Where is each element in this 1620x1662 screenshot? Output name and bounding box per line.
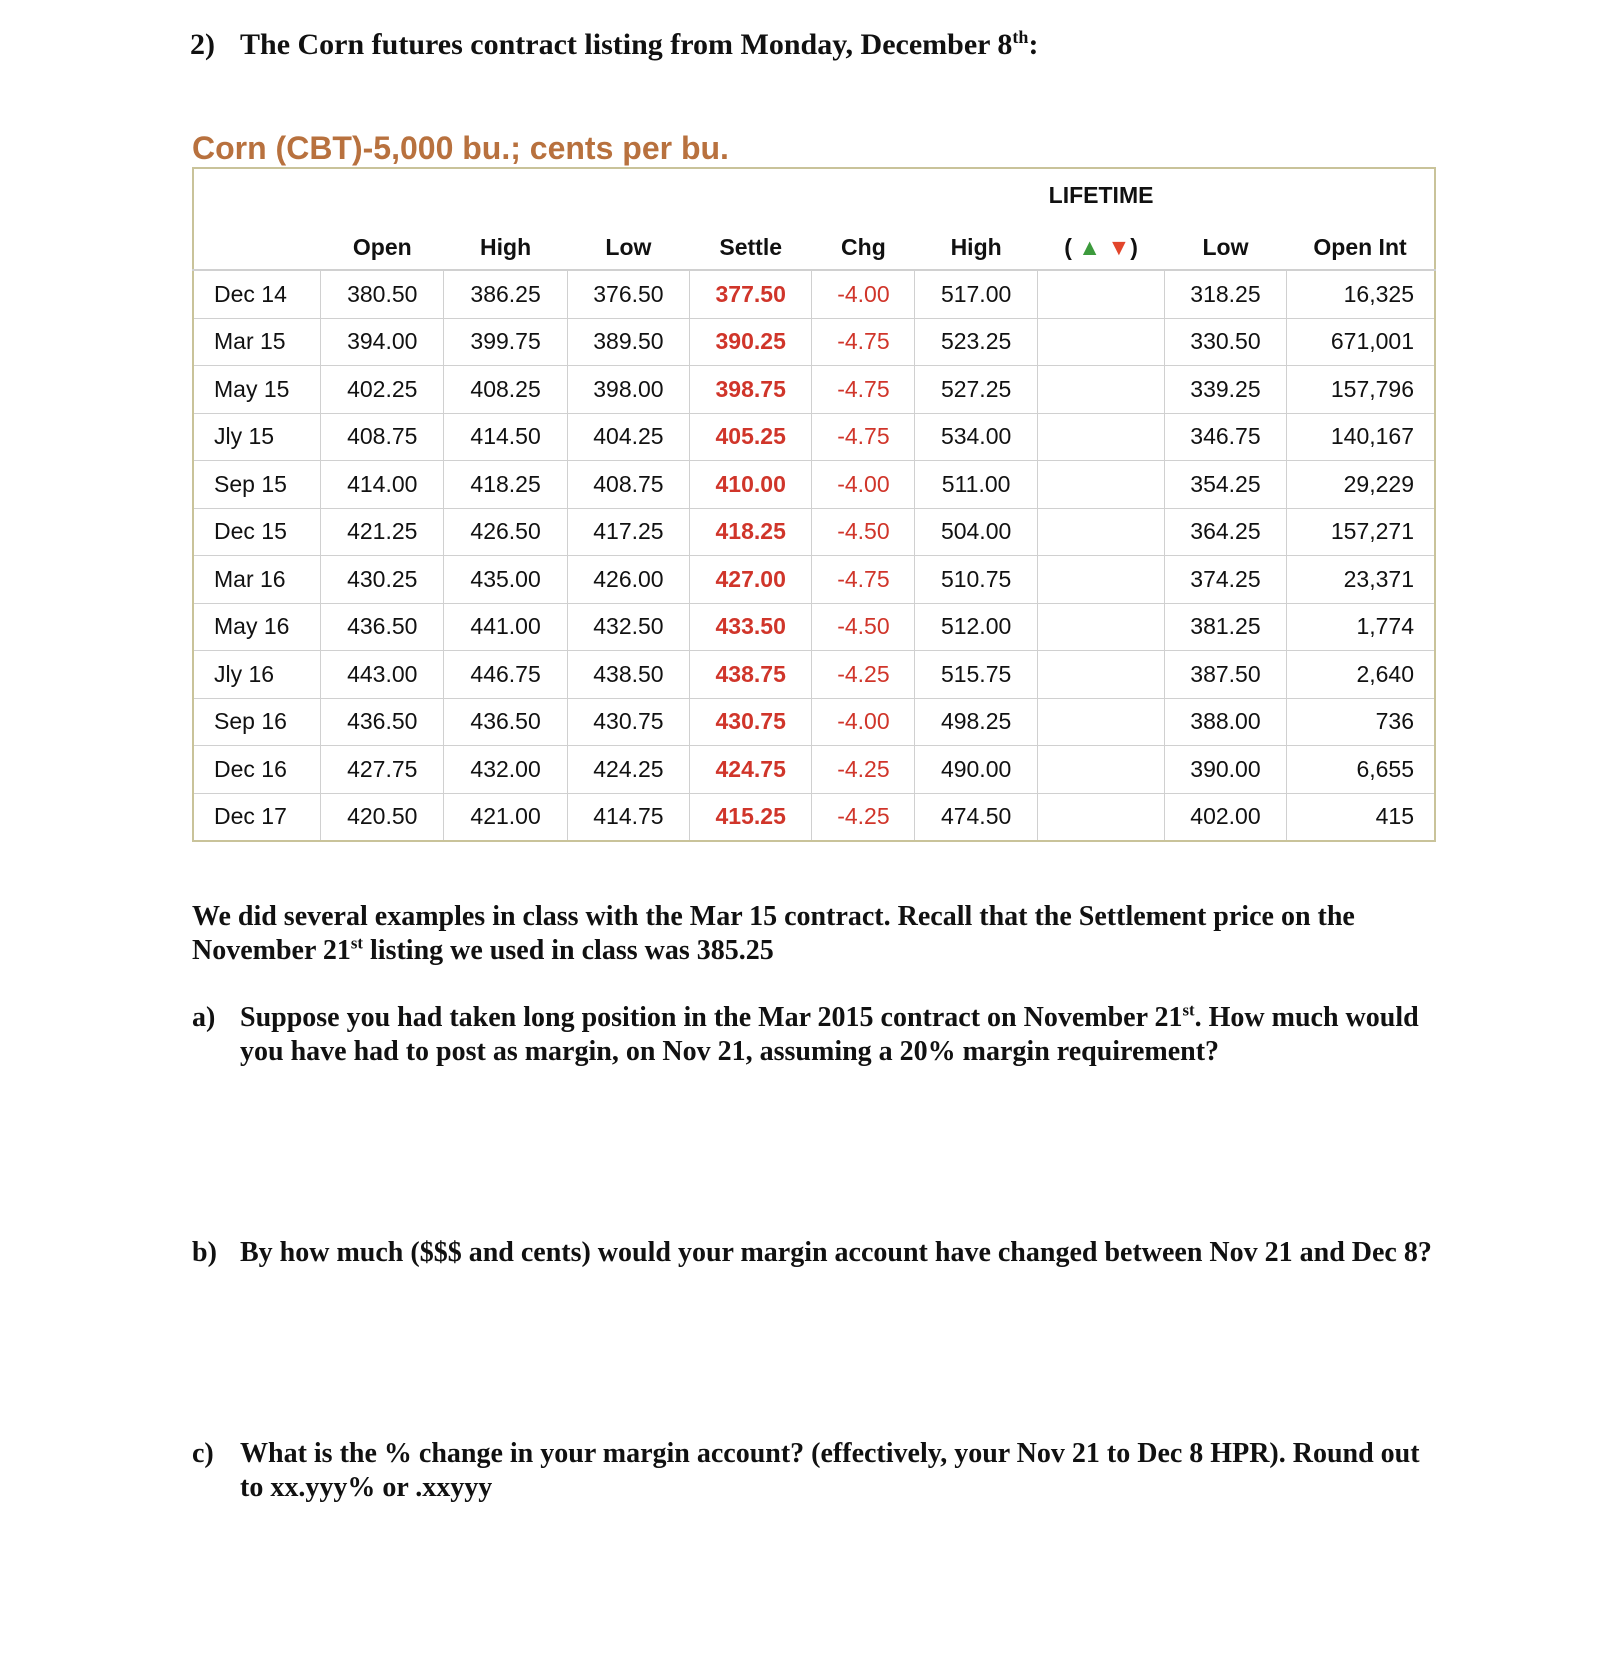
cell-lifetime-high: 515.75 [915,651,1037,699]
cell-chg: -4.75 [812,366,915,414]
col-header-open-int: Open Int [1286,213,1435,270]
cell-lifetime-high: 510.75 [915,556,1037,604]
cell-open: 408.75 [321,413,444,461]
cell-lifetime-low: 381.25 [1165,603,1286,651]
cell-open: 380.50 [321,270,444,318]
cell-settle: 410.00 [690,461,812,509]
cell-month: Dec 14 [193,270,321,318]
cell-open-int: 23,371 [1286,556,1435,604]
cell-arrow [1037,508,1165,556]
question-a [192,1001,1442,1069]
col-header-low: Low [567,213,689,270]
cell-month: May 15 [193,366,321,414]
table-row [193,461,1435,509]
cell-open-int: 1,774 [1286,603,1435,651]
cell-low: 432.50 [567,603,689,651]
cell-chg: -4.25 [812,793,915,841]
arrows-close-paren: ) [1130,234,1138,260]
cell-chg: -4.75 [812,318,915,366]
cell-open-int: 415 [1286,793,1435,841]
cell-arrow [1037,461,1165,509]
cell-month: Sep 16 [193,698,321,746]
intro-paragraph [192,900,1432,968]
cell-lifetime-low: 354.25 [1165,461,1286,509]
cell-lifetime-high: 490.00 [915,746,1037,794]
col-header-open: Open [321,213,444,270]
cell-month: Jly 16 [193,651,321,699]
cell-lifetime-low: 346.75 [1165,413,1286,461]
intro-superscript: st [350,933,364,953]
cell-lifetime-low: 388.00 [1165,698,1286,746]
heading-suffix: : [1028,28,1039,61]
cell-lifetime-high: 534.00 [915,413,1037,461]
cell-open: 430.25 [321,556,444,604]
cell-settle: 398.75 [690,366,812,414]
triangle-up-icon: ▲ [1078,234,1102,260]
cell-low: 404.25 [567,413,689,461]
cell-low: 408.75 [567,461,689,509]
question-b-label: b) [192,1237,217,1268]
cell-month: Sep 15 [193,461,321,509]
cell-chg: -4.25 [812,746,915,794]
cell-settle: 390.25 [690,318,812,366]
cell-lifetime-low: 387.50 [1165,651,1286,699]
cell-low: 424.25 [567,746,689,794]
cell-lifetime-high: 523.25 [915,318,1037,366]
table-row [193,413,1435,461]
table-row [193,508,1435,556]
question-a-text-part1: Suppose you had taken long position in the Mar 2015 contract on November 21 [240,1002,1183,1033]
cell-lifetime-low: 390.00 [1165,746,1286,794]
cell-month: Mar 16 [193,556,321,604]
col-header-lifetime-high: High [915,213,1037,270]
col-header-lifetime-low: Low [1165,213,1286,270]
cell-settle: 424.75 [690,746,812,794]
question-c-label: c) [192,1438,214,1469]
cell-arrow [1037,270,1165,318]
cell-low: 426.00 [567,556,689,604]
table-row [193,603,1435,651]
cell-low: 417.25 [567,508,689,556]
cell-open-int: 736 [1286,698,1435,746]
cell-chg: -4.75 [812,556,915,604]
cell-low: 414.75 [567,793,689,841]
column-header-row [193,213,1435,270]
question-heading [190,28,1038,62]
cell-high: 441.00 [444,603,567,651]
cell-arrow [1037,793,1165,841]
table-row [193,698,1435,746]
cell-lifetime-low: 318.25 [1165,270,1286,318]
table-row [193,318,1435,366]
col-header-high: High [444,213,567,270]
cell-lifetime-low: 330.50 [1165,318,1286,366]
cell-arrow [1037,366,1165,414]
cell-month: Jly 15 [193,413,321,461]
cell-open-int: 157,796 [1286,366,1435,414]
cell-month: Mar 15 [193,318,321,366]
cell-high: 435.00 [444,556,567,604]
question-b-text: By how much ($$$ and cents) would your margin account have changed between Nov 21 and Dec 8? [240,1237,1432,1268]
cell-low: 438.50 [567,651,689,699]
cell-open: 421.25 [321,508,444,556]
cell-open: 427.75 [321,746,444,794]
cell-arrow [1037,698,1165,746]
cell-lifetime-high: 498.25 [915,698,1037,746]
cell-open: 420.50 [321,793,444,841]
cell-open: 443.00 [321,651,444,699]
cell-lifetime-low: 374.25 [1165,556,1286,604]
cell-settle: 430.75 [690,698,812,746]
cell-high: 421.00 [444,793,567,841]
cell-low: 376.50 [567,270,689,318]
cell-month: Dec 17 [193,793,321,841]
cell-arrow [1037,556,1165,604]
cell-settle: 405.25 [690,413,812,461]
table-row [193,366,1435,414]
cell-low: 389.50 [567,318,689,366]
cell-high: 399.75 [444,318,567,366]
cell-chg: -4.50 [812,603,915,651]
intro-text-part2: listing we used in class was 385.25 [363,935,774,966]
intro-text-part1: We did several examples in class with the Mar 15 contract. Recall that the Settlement price on the November 21 [192,901,1355,966]
question-number: 2) [190,28,215,61]
cell-arrow [1037,413,1165,461]
cell-low: 430.75 [567,698,689,746]
cell-arrow [1037,603,1165,651]
table-row [193,793,1435,841]
cell-open-int: 29,229 [1286,461,1435,509]
cell-high: 436.50 [444,698,567,746]
cell-open-int: 6,655 [1286,746,1435,794]
triangle-down-icon: ▼ [1107,234,1131,260]
cell-open-int: 157,271 [1286,508,1435,556]
cell-open: 394.00 [321,318,444,366]
futures-table [192,167,1436,842]
cell-lifetime-high: 474.50 [915,793,1037,841]
cell-chg: -4.75 [812,413,915,461]
cell-high: 414.50 [444,413,567,461]
cell-lifetime-high: 517.00 [915,270,1037,318]
cell-arrow [1037,651,1165,699]
cell-open: 414.00 [321,461,444,509]
col-header-settle: Settle [690,213,812,270]
cell-high: 418.25 [444,461,567,509]
cell-lifetime-high: 527.25 [915,366,1037,414]
cell-lifetime-low: 402.00 [1165,793,1286,841]
cell-high: 386.25 [444,270,567,318]
cell-chg: -4.25 [812,651,915,699]
cell-settle: 438.75 [690,651,812,699]
question-a-text-part2: . How much would you have had to post as margin, on Nov 21, assuming a 20% margin requirement? [240,1002,1419,1067]
cell-lifetime-high: 512.00 [915,603,1037,651]
cell-open-int: 140,167 [1286,413,1435,461]
question-a-label: a) [192,1002,216,1033]
cell-open-int: 16,325 [1286,270,1435,318]
cell-month: May 16 [193,603,321,651]
cell-month: Dec 15 [193,508,321,556]
table-row [193,270,1435,318]
cell-month: Dec 16 [193,746,321,794]
cell-settle: 418.25 [690,508,812,556]
table-title: Corn (CBT)-5,000 bu.; cents per bu. [192,130,729,166]
cell-high: 426.50 [444,508,567,556]
cell-settle: 415.25 [690,793,812,841]
cell-arrow [1037,746,1165,794]
cell-arrow [1037,318,1165,366]
cell-chg: -4.00 [812,698,915,746]
table-row [193,746,1435,794]
question-a-superscript: st [1182,1000,1195,1020]
table-row [193,651,1435,699]
cell-settle: 427.00 [690,556,812,604]
cell-chg: -4.00 [812,270,915,318]
cell-open: 436.50 [321,603,444,651]
col-header-arrows [1037,213,1165,270]
cell-chg: -4.50 [812,508,915,556]
cell-lifetime-high: 504.00 [915,508,1037,556]
col-header-chg: Chg [812,213,915,270]
heading-superscript: th [1012,27,1029,47]
question-heading-text: The Corn futures contract listing from Monday, December 8 [240,28,1013,61]
cell-low: 398.00 [567,366,689,414]
cell-high: 446.75 [444,651,567,699]
arrows-open-paren: ( [1064,234,1072,260]
cell-chg: -4.00 [812,461,915,509]
table-body [193,270,1435,841]
lifetime-label: LIFETIME [1048,182,1154,208]
table-row [193,556,1435,604]
question-c-text: What is the % change in your margin account? (effectively, your Nov 21 to Dec 8 HPR). Round out to xx.yyy% or .xxyyy [240,1438,1420,1503]
question-c [192,1437,1442,1505]
cell-lifetime-high: 511.00 [915,461,1037,509]
cell-open-int: 671,001 [1286,318,1435,366]
cell-lifetime-low: 364.25 [1165,508,1286,556]
cell-open: 402.25 [321,366,444,414]
lifetime-header-row [193,168,1435,213]
cell-high: 408.25 [444,366,567,414]
cell-lifetime-low: 339.25 [1165,366,1286,414]
cell-settle: 433.50 [690,603,812,651]
cell-open-int: 2,640 [1286,651,1435,699]
col-header-month [193,213,321,270]
question-b [192,1236,1442,1270]
cell-high: 432.00 [444,746,567,794]
cell-open: 436.50 [321,698,444,746]
cell-settle: 377.50 [690,270,812,318]
